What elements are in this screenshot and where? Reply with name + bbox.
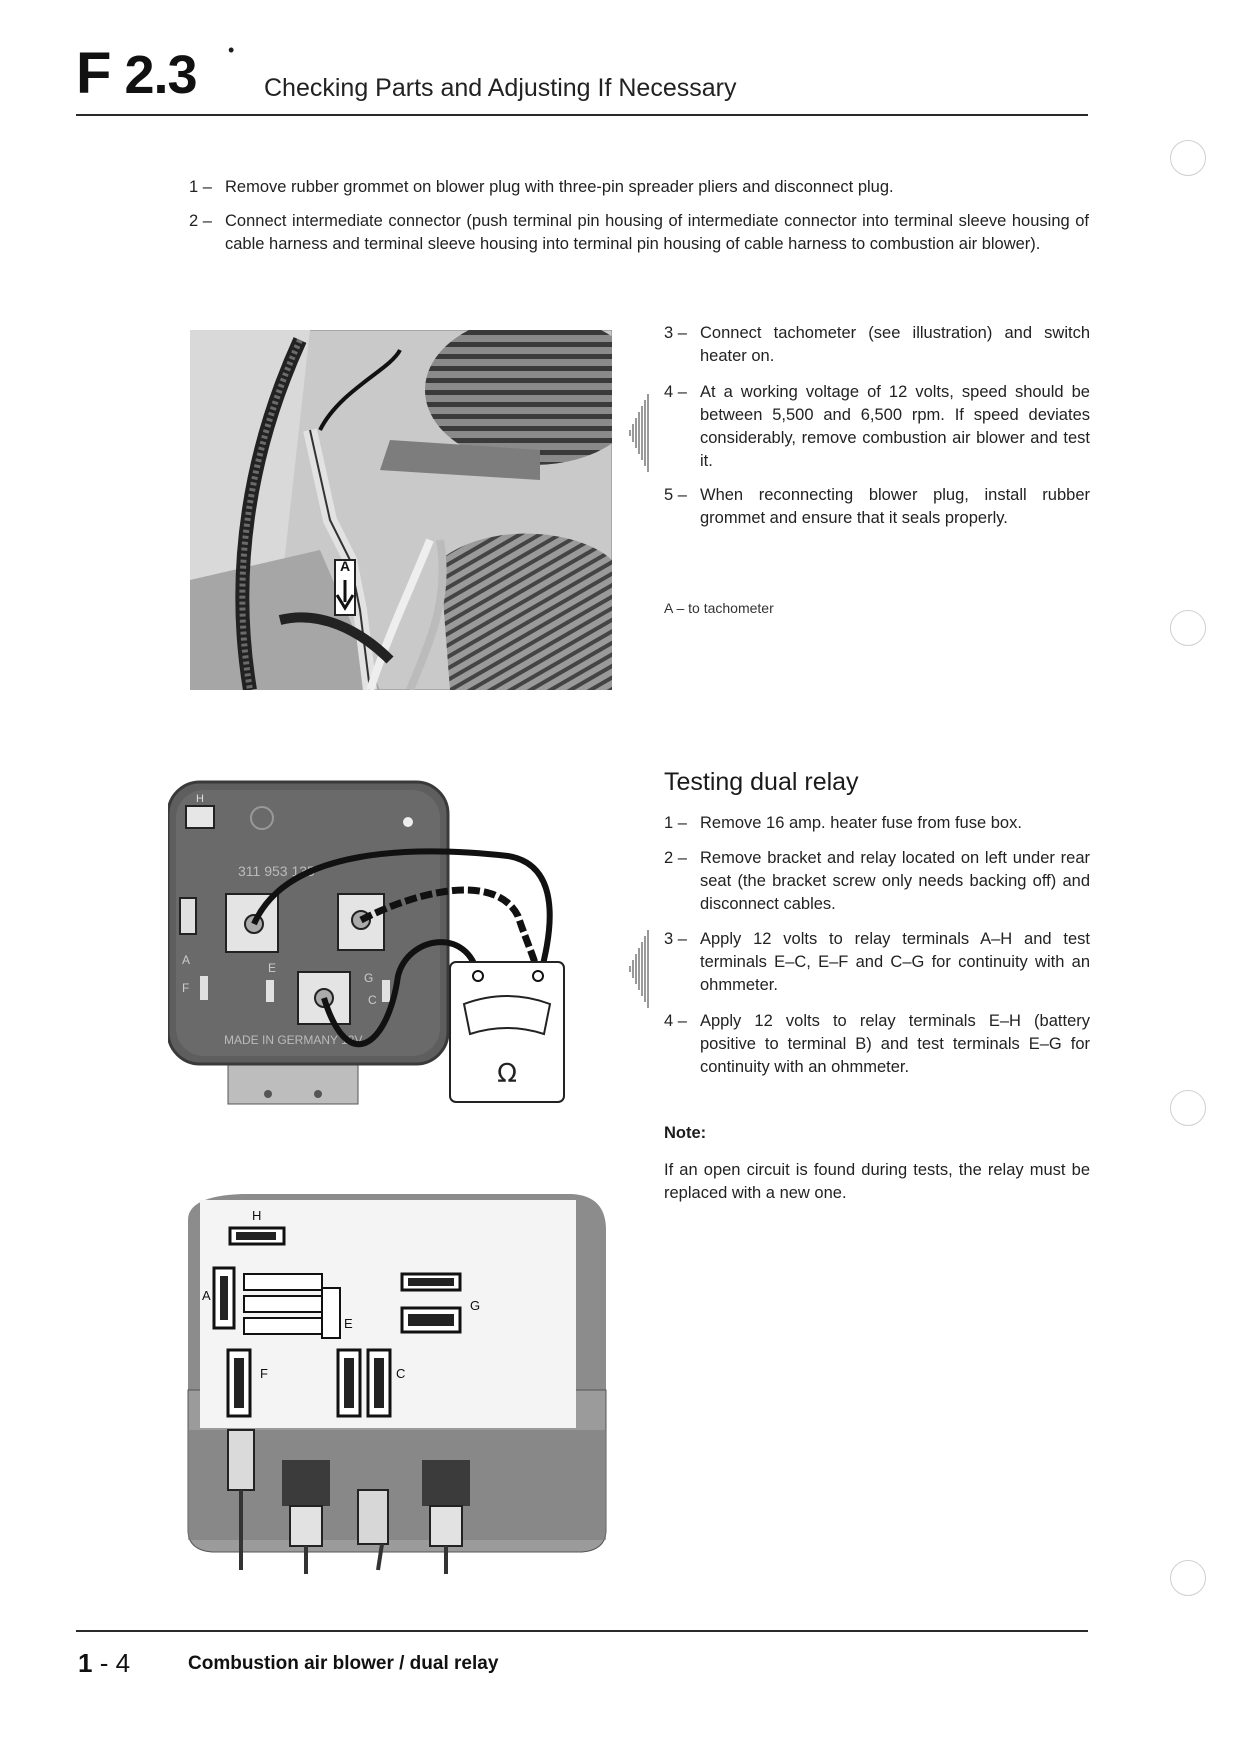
relay-label-f: F <box>182 981 190 995</box>
relay-step-3 <box>664 928 1090 997</box>
step-number: 3 – <box>664 930 687 948</box>
relay-step-1 <box>664 812 1090 835</box>
photo-caption: A – to tachometer <box>664 600 774 616</box>
header-rule <box>76 114 1088 116</box>
ohm-symbol: Ω <box>497 1059 517 1089</box>
section-letter: F <box>76 41 111 106</box>
relay-label-c: C <box>368 993 377 1007</box>
relay-step-2 <box>664 847 1090 916</box>
punch-hole-ring <box>1170 1560 1206 1596</box>
punch-hole-ring <box>1170 140 1206 176</box>
diagram-label-a: A <box>202 1288 211 1303</box>
step-text: Remove 16 amp. heater fuse from fuse box. <box>700 814 1022 832</box>
section-number <box>76 40 197 107</box>
step-text: When reconnecting blower plug, install rubber grommet and ensure that it seals properly. <box>700 486 1090 527</box>
section-title: Checking Parts and Adjusting If Necessary <box>264 74 737 102</box>
step-text: Connect tachometer (see illustration) and switch heater on. <box>700 324 1090 365</box>
diagram-label-g: G <box>470 1298 481 1313</box>
note-text: If an open circuit is found during tests, the relay must be replaced with a new one. <box>664 1161 1090 1202</box>
relay-section-heading: Testing dual relay <box>664 768 859 796</box>
step-number: 3 – <box>664 324 687 342</box>
step-number: 4 – <box>664 383 687 401</box>
relay-label-g: G <box>364 971 374 985</box>
page-number-bold: 1 <box>78 1648 93 1678</box>
relay-made-in: MADE IN GERMANY 12V <box>224 1033 363 1047</box>
blower-step-4 <box>664 381 1090 473</box>
section-number-value: 2.3 <box>124 45 197 105</box>
step-text: Remove bracket and relay located on left under rear seat (the bracket screw only needs backing off) and disconnect cables. <box>700 849 1090 913</box>
relay-part-number: 311 953 135 <box>238 863 315 879</box>
page-number-rest: - 4 <box>99 1648 131 1678</box>
relay-ohmmeter-photo <box>168 776 616 1120</box>
blower-step-3 <box>664 322 1090 368</box>
relay-step-4 <box>664 1010 1090 1079</box>
photo-label-a: A <box>339 558 351 574</box>
note-label: Note: <box>664 1124 707 1142</box>
step-number: 1 – <box>189 178 212 196</box>
step-number: 5 – <box>664 486 687 504</box>
blower-step-5 <box>664 484 1090 530</box>
blower-photo <box>190 330 612 690</box>
relay-label-h: H <box>196 793 204 805</box>
relay-label-e: E <box>268 961 277 975</box>
step-number: 2 – <box>664 849 687 867</box>
diagram-label-c: C <box>396 1366 406 1381</box>
footer-title: Combustion air blower / dual relay <box>188 1653 499 1674</box>
step-text: Apply 12 volts to relay terminals E–H (battery positive to terminal B) and test terminals E–G for continuity with an ohmmeter. <box>700 1012 1090 1076</box>
step-text: At a working voltage of 12 volts, speed should be between 5,500 and 6,500 rpm. If speed deviates considerably, remove combustion air blower and test it. <box>700 383 1090 470</box>
page-number <box>78 1648 130 1679</box>
intro-step-1 <box>189 176 1089 199</box>
footer-rule <box>76 1630 1088 1632</box>
step-text: Connect intermediate connector (push terminal pin housing of intermediate connector into terminal sleeve housing of cable harness and terminal sleeve housing into terminal pin housing of cable harness to combustion air blower). <box>225 212 1089 253</box>
step-number: 4 – <box>664 1012 687 1030</box>
relay-terminal-diagram <box>182 1190 614 1580</box>
intro-step-2 <box>189 210 1089 256</box>
step-text: Remove rubber grommet on blower plug with three-pin spreader pliers and disconnect plug. <box>225 178 894 196</box>
step-number: 2 – <box>189 212 212 230</box>
punch-hole-ring <box>1170 610 1206 646</box>
scan-dot: • <box>228 40 235 60</box>
pointer-arrow-icon <box>624 928 650 1010</box>
relay-label-a: A <box>182 953 191 967</box>
pointer-arrow-icon <box>624 392 650 474</box>
diagram-label-e: E <box>344 1316 353 1331</box>
punch-hole-ring <box>1170 1090 1206 1126</box>
step-number: 1 – <box>664 814 687 832</box>
diagram-label-h: H <box>252 1208 262 1223</box>
step-text: Apply 12 volts to relay terminals A–H and test terminals E–C, E–F and C–G for continuity with an ohmmeter. <box>700 930 1090 994</box>
diagram-label-f: F <box>260 1366 268 1381</box>
